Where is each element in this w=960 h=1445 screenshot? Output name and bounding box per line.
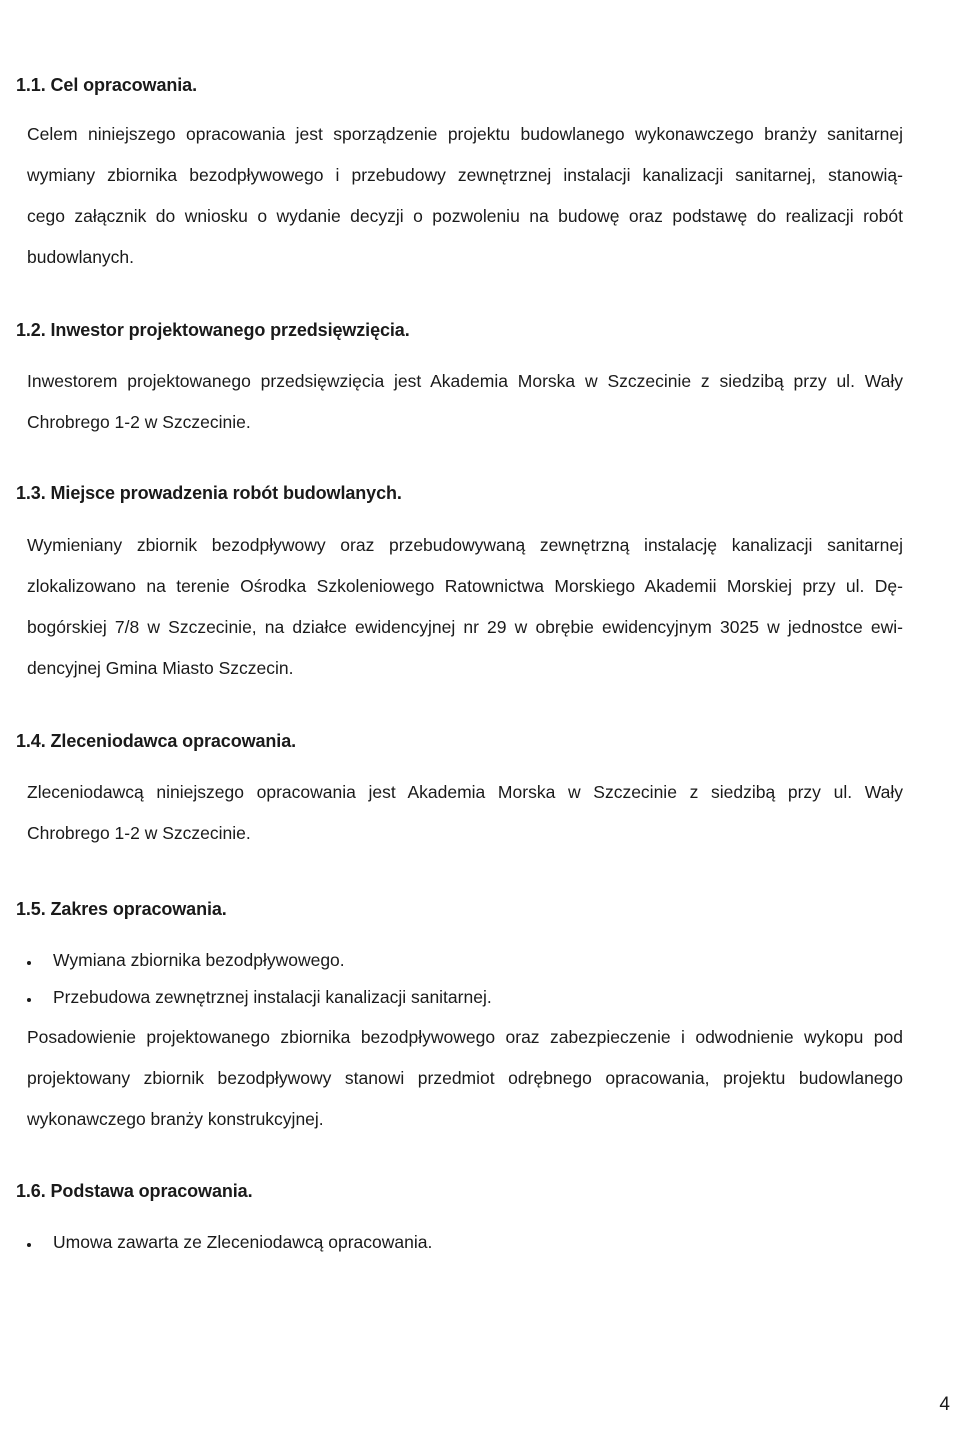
- paragraph-line: Chrobrego 1-2 w Szczecinie.: [27, 823, 251, 843]
- section-paragraph-zleceniodawca: [27, 772, 903, 854]
- paragraph-line: Zleceniodawcą niniejszego opracowania jest Akademia Morska w Szczecinie z siedzibą przy ul. Wały: [27, 782, 903, 802]
- paragraph-line: dencyjnej Gmina Miasto Szczecin.: [27, 658, 294, 678]
- page-number: 4: [939, 1394, 950, 1415]
- section-heading-cel: 1.1. Cel opracowania.: [16, 75, 197, 95]
- section-paragraph-zakres: [27, 1017, 903, 1140]
- list-item-text: Umowa zawarta ze Zleceniodawcą opracowania.: [53, 1232, 433, 1252]
- paragraph-line: budowlanych.: [27, 247, 135, 267]
- paragraph-line: wymiany zbiornika bezodpływowego i przebudowy zewnętrznej instalacji kanalizacji sanitarnej, stanowią-: [27, 165, 903, 185]
- paragraph-line: Wymieniany zbiornik bezodpływowy oraz przebudowywaną zewnętrzną instalację kanalizacji sanitarnej: [27, 535, 903, 555]
- bullet-icon: [27, 961, 31, 965]
- paragraph-line: Inwestorem projektowanego przedsięwzięcia jest Akademia Morska w Szczecinie z siedzibą przy ul. Wały: [27, 371, 903, 391]
- paragraph-line: Posadowienie projektowanego zbiornika bezodpływowego oraz zabezpieczenie i odwodnienie wykopu pod: [27, 1027, 903, 1047]
- section-heading-inwestor: 1.2. Inwestor projektowanego przedsięwzięcia.: [16, 320, 410, 340]
- paragraph-line: Chrobrego 1-2 w Szczecinie.: [27, 412, 251, 432]
- section-heading-zleceniodawca: 1.4. Zleceniodawca opracowania.: [16, 731, 297, 751]
- paragraph-line: wykonawczego branży konstrukcyjnej.: [27, 1109, 324, 1129]
- paragraph-line: Celem niniejszego opracowania jest sporządzenie projektu budowlanego wykonawczego branży sanitarnej: [27, 124, 903, 144]
- paragraph-line: projektowany zbiornik bezodpływowy stanowi przedmiot odrębnego opracowania, projektu budowlanego: [27, 1068, 903, 1088]
- paragraph-line: cego załącznik do wniosku o wydanie decyzji o pozwoleniu na budowę oraz podstawę do realizacji robót: [27, 206, 903, 226]
- section-heading-miejsce: 1.3. Miejsce prowadzenia robót budowlanych.: [16, 483, 402, 503]
- paragraph-line: zlokalizowano na terenie Ośrodka Szkoleniowego Ratownictwa Morskiego Akademii Morskiej przy ul. Dę-: [27, 576, 903, 596]
- section-heading-podstawa: 1.6. Podstawa opracowania.: [16, 1181, 253, 1201]
- section-paragraph-cel: [27, 114, 903, 278]
- section-paragraph-miejsce: [27, 525, 903, 689]
- bullet-icon: [27, 1243, 31, 1247]
- list-item-text: Wymiana zbiornika bezodpływowego.: [53, 950, 345, 970]
- section-heading-zakres: 1.5. Zakres opracowania.: [16, 899, 227, 919]
- bullet-icon: [27, 998, 31, 1002]
- list-item-text: Przebudowa zewnętrznej instalacji kanalizacji sanitarnej.: [53, 987, 492, 1007]
- paragraph-line: bogórskiej 7/8 w Szczecinie, na działce ewidencyjnej nr 29 w obrębie ewidencyjnym 3025 w jednostce ewi-: [27, 617, 903, 637]
- section-paragraph-inwestor: [27, 361, 903, 443]
